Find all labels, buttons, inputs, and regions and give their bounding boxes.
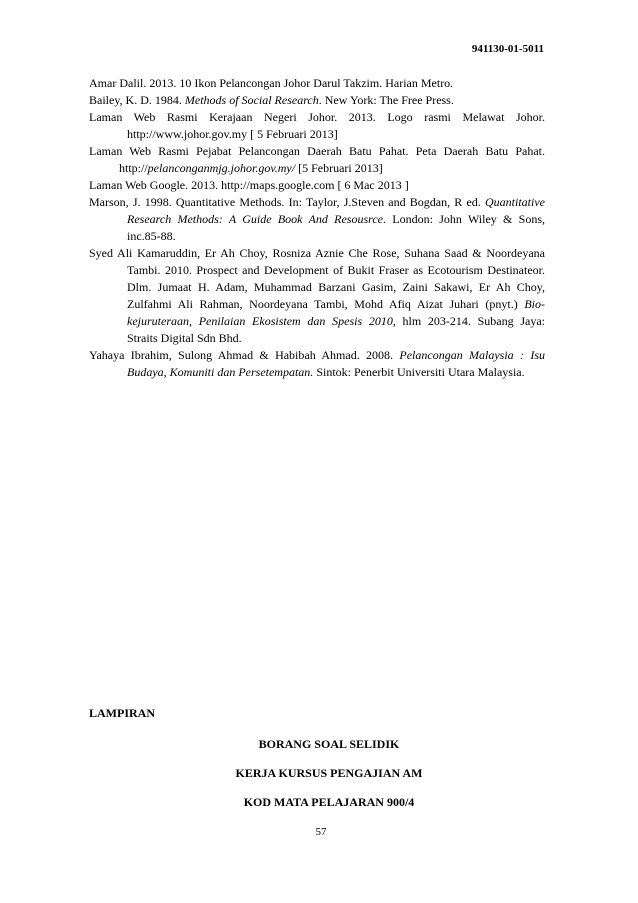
reference-text: Sintok: Penerbit Universiti Utara Malaysia. — [313, 365, 525, 379]
reference-item — [89, 92, 545, 109]
reference-text: , hlm 203-214. Subang Jaya: Straits Digital Sdn Bhd. — [127, 314, 545, 345]
page-number-text: 57 — [315, 826, 327, 838]
reference-italic-text: Quantitative Research Methods: A Guide Book And Resousrce — [127, 195, 545, 226]
document-id: 941130-01-5011 — [471, 43, 544, 55]
coursework-title: KERJA KURSUS PENGAJIAN AM — [235, 766, 423, 780]
reference-text: Syed Ali Kamaruddin, Er Ah Choy, Rosniza Aznie Che Rose, Suhana Saad & Noordeyana Tambi. 2010. Prospect and Development of Bukit Fraser as Ecotourism Destinateor. Dlm. Jumaat H. Adam, Muhammad Barzani Gasim, Zaini Sakawi, Er Ah Choy, Zulfahmi Ali Rahman, Noordeyana Tambi, Mohd Afiq Aizat Juhari (pnyt.) — [89, 246, 545, 311]
reference-item — [89, 177, 545, 194]
subject-code-title: KOD MATA PELAJARAN 900/4 — [243, 795, 415, 809]
reference-text: Marson, J. 1998. Quantitative Methods. In: Taylor, J.Steven and Bogdan, R ed. — [89, 195, 485, 209]
reference-text: Amar Dalil. 2013. 10 Ikon Pelancongan Johor Darul Takzim. Harian Metro. — [89, 76, 454, 90]
reference-item — [89, 75, 545, 92]
reference-list — [89, 75, 545, 381]
reference-item — [89, 143, 545, 177]
reference-text: . London: John Wiley & Sons, inc.85-88. — [127, 212, 545, 243]
reference-text: [5 Februari 2013] — [295, 161, 383, 175]
reference-text: Laman Web Google. 2013. http://maps.google.com [ 6 Mac 2013 ] — [89, 178, 409, 192]
reference-item — [89, 245, 545, 347]
reference-item — [89, 347, 545, 381]
reference-italic-text: Pelancongan Malaysia : Isu Budaya, Komuniti dan Persetempatan. — [127, 348, 545, 379]
reference-text: Laman Web Rasmi Pejabat Pelancongan Daerah Batu Pahat. Peta Daerah Batu Pahat. http:// — [89, 144, 545, 175]
reference-italic-text: Methods of Social Research — [184, 93, 319, 107]
reference-item — [89, 194, 545, 245]
reference-italic-text: Bio-kejuruteraan, Penilaian Ekosistem dan Spesis 2010 — [127, 297, 545, 328]
reference-text: Bailey, K. D. 1984. — [89, 93, 185, 107]
reference-item — [89, 109, 545, 143]
reference-text: . New York: The Free Press. — [318, 93, 454, 107]
reference-italic-text: pelanconganmjg.johor.gov.my/ — [147, 161, 296, 175]
reference-text: Laman Web Rasmi Kerajaan Negeri Johor. 2013. Logo rasmi Melawat Johor. http://www.johor.gov.my [ 5 Februari 2013] — [89, 110, 545, 141]
questionnaire-title: BORANG SOAL SELIDIK — [258, 737, 400, 751]
appendix-heading: LAMPIRAN — [89, 706, 155, 720]
reference-text: Yahaya Ibrahim, Sulong Ahmad & Habibah Ahmad. 2008. — [89, 348, 400, 362]
page-number — [0, 826, 638, 838]
